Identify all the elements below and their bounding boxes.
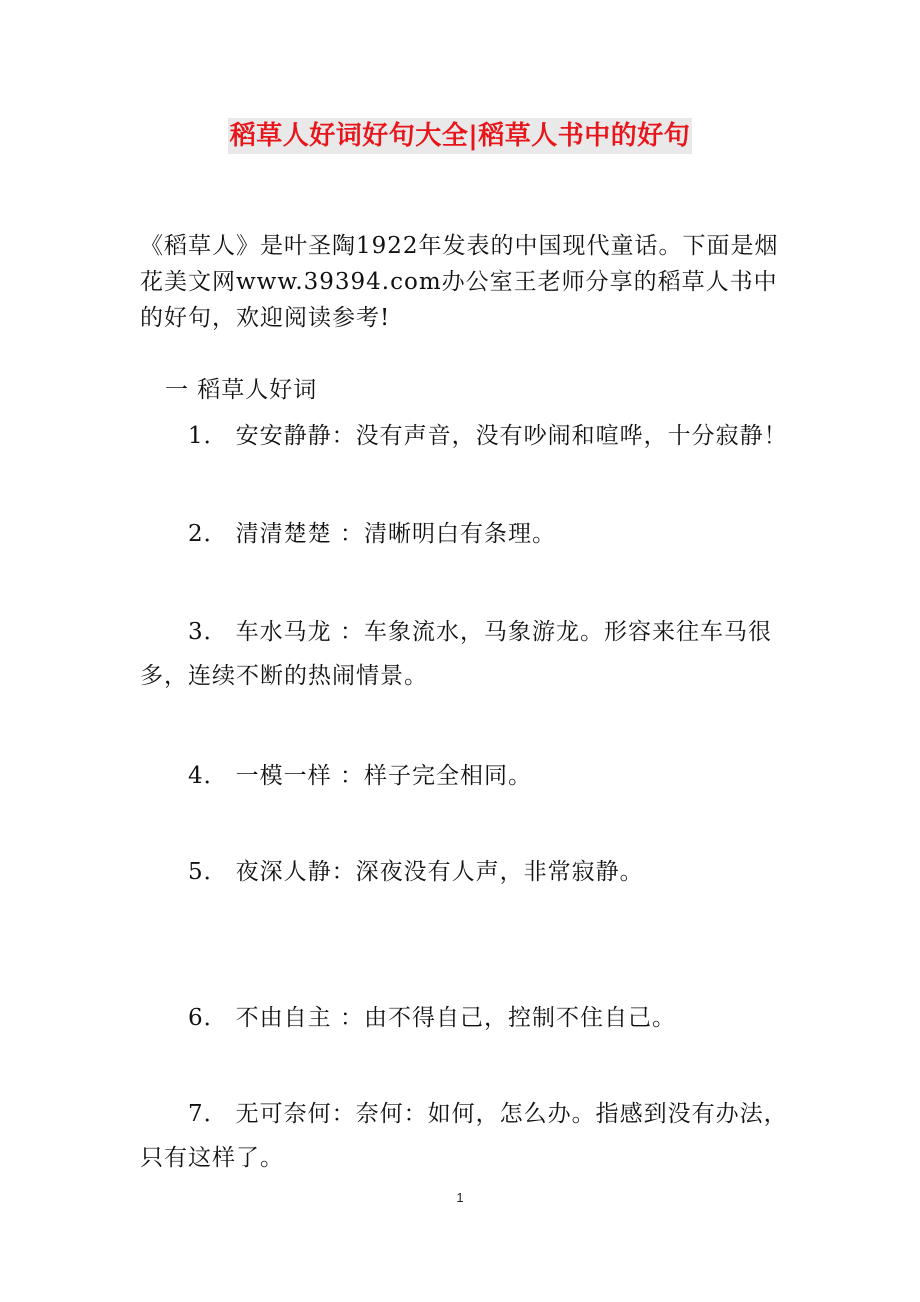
- intro-paragraph: 《稻草人》是叶圣陶1922年发表的中国现代童话。下面是烟花美文网www.39394.com办公室王老师分享的稻草人书中的好句，欢迎阅读参考!: [140, 233, 779, 331]
- list-item-text: 无可奈何：奈何：如何，怎么办。指感到没有办法，只有这样了。: [140, 1101, 788, 1171]
- section-heading: 一 稻草人好词: [165, 377, 318, 403]
- list-item: [140, 1092, 800, 1180]
- list-item-number: 3．: [188, 619, 228, 645]
- list-item-number: 5．: [188, 859, 228, 885]
- list-item: [140, 610, 800, 698]
- list-item-number: 7．: [188, 1101, 228, 1127]
- list-item-text: 一模一样 ：样子完全相同。: [235, 763, 532, 789]
- document-title: 稻草人好词好句大全|稻草人书中的好句: [228, 118, 693, 154]
- list-item: [140, 414, 800, 458]
- list-item: [140, 850, 800, 894]
- list-item-number: 1．: [188, 423, 228, 449]
- list-item: [140, 996, 800, 1040]
- list-item-number: 2．: [188, 521, 228, 547]
- list-item: [140, 512, 800, 556]
- list-item-text: 安安静静：没有声音，没有吵闹和喧哗，十分寂静！: [235, 423, 788, 449]
- list-item-text: 夜深人静：深夜没有人声，非常寂静。: [235, 859, 644, 885]
- list-item-number: 4．: [188, 763, 228, 789]
- list-item-number: 6．: [188, 1005, 228, 1031]
- page-number: 1: [456, 1190, 464, 1205]
- title-container: [0, 118, 920, 154]
- list-item-text: 车水马龙 ：车象流水，马象游龙。形容来往车马很多，连续不断的热闹情景。: [140, 619, 772, 689]
- list-item: [140, 754, 800, 798]
- list-item-text: 清清楚楚 ：清晰明白有条理。: [235, 521, 556, 547]
- list-item-text: 不由自主 ：由不得自己，控制不住自己。: [235, 1005, 676, 1031]
